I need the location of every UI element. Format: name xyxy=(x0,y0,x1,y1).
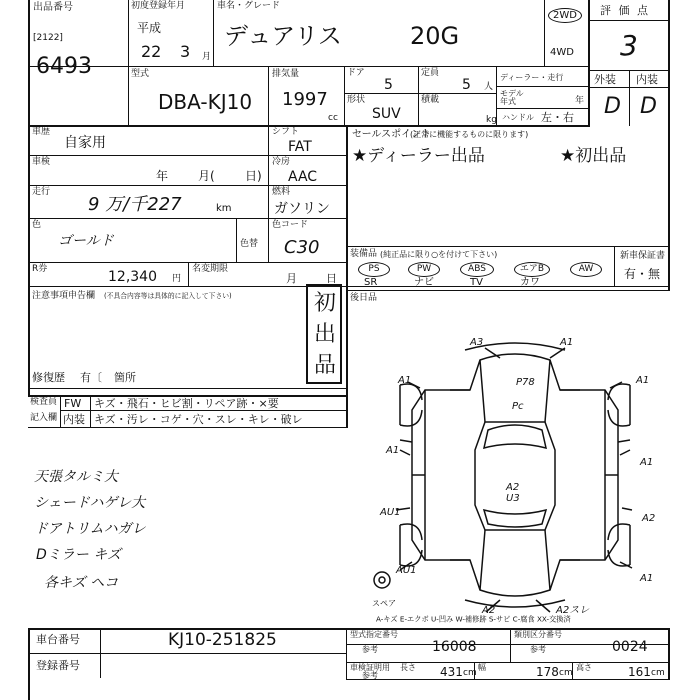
equip-aw: AW xyxy=(570,262,602,277)
width: 178 xyxy=(536,665,559,679)
diagram-legend: A-キズ E-エクボ U-凹み W-補修跡 S-サビ C-腐食 XX-交換済 xyxy=(376,615,571,624)
line xyxy=(28,262,346,263)
lot-label: 出品番号 xyxy=(33,2,73,13)
line xyxy=(496,108,588,109)
handle-label: ハンドル xyxy=(502,113,534,122)
length: 431 xyxy=(440,665,463,679)
inspect-day: 日) xyxy=(245,169,262,183)
line xyxy=(28,125,590,127)
first-mark: 初出品 xyxy=(314,291,337,378)
line xyxy=(28,218,268,219)
line xyxy=(346,290,670,291)
line xyxy=(268,185,346,186)
color-code: C30 xyxy=(284,237,320,258)
line xyxy=(268,125,269,262)
capacity: 5 xyxy=(462,77,471,93)
exterior-label: 外装 xyxy=(594,73,616,86)
handle-value: 左・右 xyxy=(541,111,574,124)
load-unit: kg xyxy=(486,115,497,125)
note-line-3: ドアトリムハガレ xyxy=(34,521,146,537)
line xyxy=(60,395,61,427)
line xyxy=(28,653,346,654)
notes-label: 注意事項申告欄 xyxy=(32,291,96,301)
year-unit: 年 xyxy=(575,96,585,106)
width-label: 幅 xyxy=(478,663,486,672)
equipment-label: 装備品 xyxy=(350,249,378,259)
reg-month: 3 xyxy=(180,42,191,61)
doors: 5 xyxy=(384,77,393,93)
line xyxy=(344,66,345,126)
r-label: R券 xyxy=(32,264,48,274)
mark-note-1: P78 xyxy=(516,377,535,388)
mark-top-right: A1 xyxy=(560,337,574,348)
usage-label: 車歴 xyxy=(32,127,51,137)
model: DBA-KJ10 xyxy=(158,90,253,114)
line xyxy=(90,395,91,427)
note-line-4: Dミラー キズ xyxy=(36,547,121,563)
mark-fl: A1 xyxy=(398,375,412,386)
color-change-label: 色替 xyxy=(240,239,259,249)
name-change-label: 名変期限 xyxy=(192,264,229,274)
disp-label: 排気量 xyxy=(272,69,300,79)
fuel-label: 燃料 xyxy=(272,187,291,197)
note-line-2: シェードハゲレ大 xyxy=(34,495,146,511)
ac-label: 冷房 xyxy=(272,157,291,167)
equip-tv: TV xyxy=(470,277,483,288)
width-unit: cm xyxy=(559,668,573,678)
class-label: 類別区分番号 xyxy=(514,630,562,639)
height: 161 xyxy=(628,665,651,679)
line xyxy=(28,628,30,700)
chassis-number: KJ10-251825 xyxy=(168,630,277,650)
equip-abs: ABS xyxy=(460,262,494,277)
line xyxy=(236,218,237,262)
line xyxy=(590,20,670,21)
era: 平成 xyxy=(137,21,162,35)
line xyxy=(346,628,347,680)
lot-small: [2122] xyxy=(33,33,63,43)
name-change-day: 日 xyxy=(326,272,337,285)
mark-top-left: A3 xyxy=(470,337,484,348)
color: ゴールド xyxy=(58,233,114,249)
line xyxy=(28,155,268,156)
r-value: 12,340 xyxy=(108,269,157,285)
shift-label: シフト xyxy=(272,127,300,137)
interior-grade: D xyxy=(640,94,657,119)
frame-left xyxy=(28,0,30,396)
line xyxy=(544,0,545,67)
line xyxy=(346,679,670,680)
line xyxy=(588,0,590,126)
sales-sub: (正常に機能するものに限ります) xyxy=(410,130,529,139)
mark-bottom-right: A2スレ xyxy=(556,605,590,616)
reg-year: 22 xyxy=(141,42,162,61)
line xyxy=(346,396,348,428)
first-listing-stamp xyxy=(306,284,342,384)
notes-sub: (不具合内容等は具体的に記入して下さい) xyxy=(104,292,232,300)
cap-label: 定員 xyxy=(421,68,440,78)
line xyxy=(346,246,670,247)
drive-2wd: 2WD xyxy=(548,8,582,23)
inspector-interior: 内装 xyxy=(63,413,85,426)
interior-label: 内装 xyxy=(636,73,658,86)
exterior-grade: D xyxy=(604,94,621,119)
inspector-label-top: 検査員 xyxy=(30,397,58,407)
mark-left-side: A1 xyxy=(386,445,400,456)
line xyxy=(268,155,346,156)
line xyxy=(346,125,348,395)
line xyxy=(268,218,346,219)
inspector-interior-items: キズ・汚レ・コゲ・穴・スレ・キレ・破レ xyxy=(94,413,303,426)
inspect-label: 車検 xyxy=(32,157,51,167)
line xyxy=(60,410,348,411)
car-name: デュアリス xyxy=(224,22,342,50)
line xyxy=(28,388,348,389)
line xyxy=(510,628,511,662)
note-line-1: 天張タルミ大 xyxy=(34,469,118,485)
line xyxy=(346,662,670,663)
shape: SUV xyxy=(372,106,401,122)
mark-fr: A1 xyxy=(636,375,650,386)
ref-label-2: 参考 xyxy=(530,645,546,654)
mark-right-low: A1 xyxy=(640,573,654,584)
spare-label: スペア xyxy=(372,599,396,608)
line xyxy=(418,66,419,126)
line xyxy=(28,185,268,186)
score: 3 xyxy=(620,29,638,62)
line xyxy=(213,0,214,67)
cap-unit: 人 xyxy=(484,82,494,92)
name-change-month: 月 xyxy=(286,272,297,285)
cert-label: 車検証明用 xyxy=(350,663,390,672)
line xyxy=(128,0,129,67)
model-label: 型式 xyxy=(131,69,150,79)
equip-pw: PW xyxy=(408,262,440,277)
month-suffix: 月 xyxy=(202,52,212,62)
line xyxy=(590,87,670,88)
line xyxy=(496,86,588,87)
line xyxy=(100,628,101,678)
repair-label: 修復歴 xyxy=(32,371,65,384)
line xyxy=(268,66,269,126)
aftermarket-label: 後日品 xyxy=(350,293,378,303)
fuel: ガソリン xyxy=(274,201,330,217)
disp-unit: cc xyxy=(328,113,338,123)
shape-label: 形状 xyxy=(347,95,366,105)
mark-right-mid: A2 xyxy=(642,513,656,524)
type-num: 16008 xyxy=(432,639,477,655)
lot-number: 6493 xyxy=(36,54,92,79)
sales-point-2: ★初出品 xyxy=(560,146,627,166)
length-unit: cm xyxy=(463,668,477,678)
equip-navi: ナビ xyxy=(414,277,434,288)
usage: 自家用 xyxy=(64,135,106,151)
inspect-year: 年 xyxy=(156,169,169,183)
shift: FAT xyxy=(288,139,312,155)
grade: 20G xyxy=(410,22,460,50)
line xyxy=(28,427,348,428)
ac: AAC xyxy=(288,169,318,185)
equip-ps: PS xyxy=(358,262,390,277)
sales-label: セールスポイント xyxy=(352,129,432,140)
mark-left-low: AU1 xyxy=(396,565,417,576)
door-label: ドア xyxy=(347,68,365,78)
line xyxy=(28,628,670,630)
line xyxy=(128,66,129,126)
mileage: 9 万/千227 xyxy=(88,194,182,215)
equip-leather: カワ xyxy=(520,277,540,288)
line xyxy=(614,246,615,287)
r-unit: 円 xyxy=(172,274,182,284)
line xyxy=(344,93,496,94)
chassis-label: 車台番号 xyxy=(36,633,80,646)
score-label: 評 価 点 xyxy=(600,4,650,17)
length-label: 長さ xyxy=(400,663,416,672)
height-label: 高さ xyxy=(576,663,592,672)
line xyxy=(590,70,670,71)
line xyxy=(128,66,588,67)
mileage-label: 走行 xyxy=(32,187,51,197)
ref-label-1: 参考 xyxy=(362,645,378,654)
equipment-sub: (純正品に限り○を付けて下さい) xyxy=(380,250,498,259)
type-num-label: 型式指定番号 xyxy=(350,630,398,639)
warranty-value: 有・無 xyxy=(624,267,661,281)
mark-bottom: A2 xyxy=(482,605,496,616)
drive-4wd: 4WD xyxy=(550,47,574,58)
mark-right-side: A1 xyxy=(640,457,654,468)
inspector-fw-items: キズ・飛石・ヒビ割・リペア跡・×要 xyxy=(94,397,279,410)
line xyxy=(28,286,670,287)
color-label: 色 xyxy=(32,220,42,230)
height-unit: cm xyxy=(651,668,665,678)
line xyxy=(188,262,189,286)
mileage-unit: km xyxy=(216,203,232,214)
first-reg-label: 初度登録年月 xyxy=(131,1,186,11)
warranty-label: 新車保証書 xyxy=(620,251,666,261)
reg-label: 登録番号 xyxy=(36,659,80,672)
note-line-5: 各キズ ヘコ xyxy=(44,575,119,591)
model-year-label: モデル 年式 xyxy=(500,89,524,106)
equip-sr: SR xyxy=(364,277,378,288)
line xyxy=(629,70,630,126)
line xyxy=(668,628,670,680)
class-num: 0024 xyxy=(612,639,648,655)
dealer-label: ディーラー・走行 xyxy=(500,73,564,82)
mark-note-2: Pc xyxy=(512,401,524,412)
displacement: 1997 xyxy=(282,89,328,110)
equip-airbag: エアB xyxy=(514,262,550,277)
load-label: 積載 xyxy=(421,95,440,105)
repair-suffix: 箇所 xyxy=(114,371,136,384)
inspect-month: 月( xyxy=(198,169,215,183)
inspector-label-bottom: 記入欄 xyxy=(30,413,58,423)
car-diagram xyxy=(360,330,670,620)
name-label: 車名・グレード xyxy=(217,1,281,11)
inspector-fw: FW xyxy=(64,397,82,410)
ref-label-3: 参考 xyxy=(362,671,378,680)
repair-value: 有〔 xyxy=(80,371,102,384)
mark-center: A2 U3 xyxy=(506,482,520,504)
sales-point-1: ★ディーラー出品 xyxy=(352,146,485,166)
mark-left-mid: AU1 xyxy=(380,507,401,518)
color-code-label: 色コード xyxy=(272,220,309,230)
